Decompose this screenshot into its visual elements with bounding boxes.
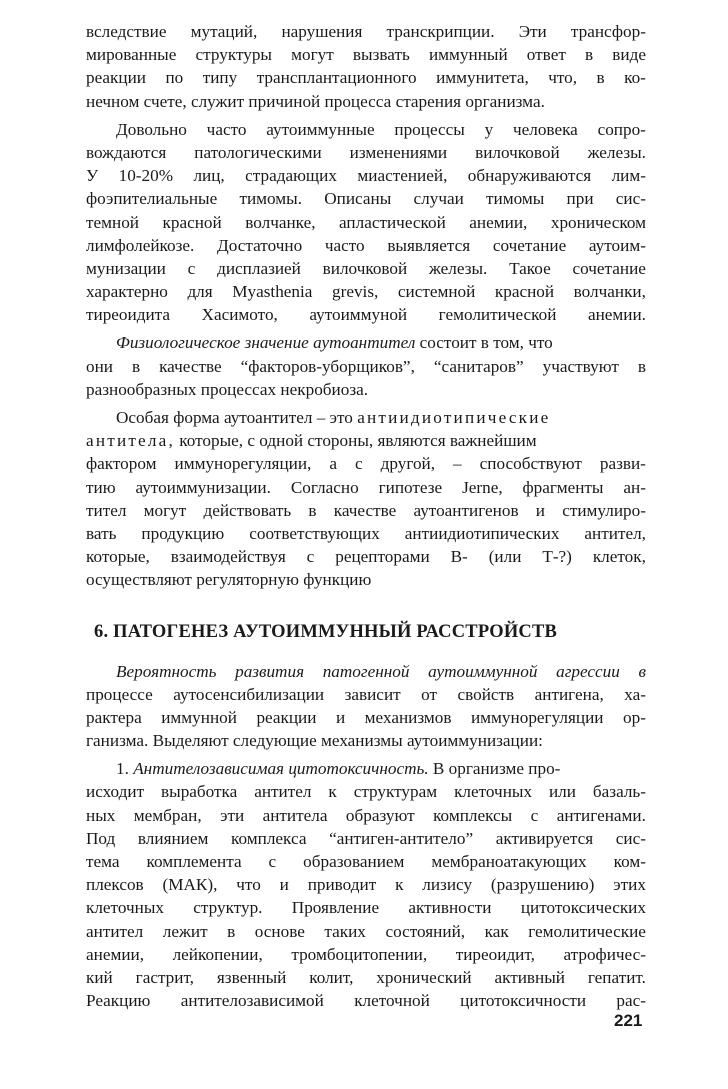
text-line: клеточных структур. Проявление активности цитотоксических	[86, 898, 646, 918]
text-line: характерно для Myasthenia grevis, системной красной волчанки,	[86, 282, 646, 302]
text-line: фоэпителиальные тимомы. Описаны случаи тимомы при сис-	[86, 189, 646, 209]
text-line: реакции по типу трансплантационного иммунитета, что, в ко-	[86, 68, 646, 88]
spaced-term: антиидиотипические	[357, 408, 551, 427]
text-line: фактором иммунорегуляции, а с другой, – способствуют разви-	[86, 454, 646, 474]
text-line	[86, 757, 646, 780]
text-line: рактера иммунной реакции и механизмов иммунорегуляции ор-	[86, 707, 646, 727]
text-run: состоит в том, что	[419, 333, 553, 353]
text-line: они в качестве “факторов-уборщиков”, “санитаров” участвуют в	[86, 356, 646, 376]
paragraph-mutations	[86, 20, 646, 113]
text-line: вать продукцию соответствующих антиидиотипических антител,	[86, 523, 646, 543]
paragraph-physiological-role	[86, 331, 646, 401]
text-line: Под влиянием комплекса “антиген-антитело” активируется сис-	[86, 828, 646, 848]
text-line: плексов (МАК), что и приводит к лизису (разрушению) этих	[86, 875, 646, 895]
text-line: Реакцию антителозависимой клеточной цитотоксичности рас-	[86, 991, 646, 1011]
section-heading: 6. ПАТОГЕНЕЗ АУТОИММУННЫЙ РАССТРОЙСТВ	[94, 621, 558, 642]
list-number: 1.	[116, 759, 129, 779]
text-line: тема комплемента с образованием мембраноатакующих ком-	[86, 852, 646, 871]
text-line: темной красной волчанке, апластической анемии, хроническом	[86, 212, 646, 232]
paragraph-antibody-cytotoxicity	[86, 757, 646, 1012]
text-line: процессе аутосенсибилизации зависит от свойств антигена, ха-	[86, 684, 646, 704]
paragraph-thymus	[86, 118, 646, 327]
text-run: которые, с одной стороны, являются важнейшим	[179, 431, 537, 451]
text-line: Довольно часто аутоиммунные процессы у человека сопро-	[116, 119, 646, 139]
text-line: лимфолейкозе. Достаточно часто выявляется сочетание аутоим-	[86, 235, 646, 255]
text-line: анемии, лейкопении, тромбоцитопении, тиреоидит, атрофичес-	[86, 944, 646, 964]
page-number: 221	[614, 1011, 643, 1030]
text-line: тител могут действовать в качестве аутоантигенов и стимулиро-	[86, 500, 646, 520]
paragraph-pathogenesis-intro	[86, 660, 646, 753]
text-line: вследствие мутаций, нарушения транскрипции. Эти трансфор-	[86, 22, 646, 41]
text-line: мированные структуры могут вызвать иммунный ответ в виде	[86, 45, 646, 65]
text-line: нечном счете, служит причиной процесса старения организма.	[86, 91, 545, 111]
text-line: которые, взаимодействуя с рецепторами В- (или Т-?) клеток,	[86, 547, 646, 567]
text-line: вождаются патологическими изменениями вилочковой железы.	[86, 142, 646, 162]
text-line: тию аутоиммунизации. Согласно гипотезе Jerne, фрагменты ан-	[86, 477, 646, 497]
book-page	[86, 20, 646, 1012]
spaced-term: антитела,	[86, 431, 175, 451]
text-line: ных мембран, эти антитела образуют комплексы с антигенами.	[86, 805, 646, 825]
text-line	[86, 429, 646, 452]
text-line: мунизации с дисплазией вилочковой железы. Такое сочетание	[86, 258, 646, 278]
text-line: исходит выработка антител к структурам клеточных или базаль-	[86, 782, 646, 802]
text-line: кий гастрит, язвенный колит, хронический активный гепатит.	[86, 967, 646, 987]
italic-term: Физиологическое значение аутоантител	[116, 333, 416, 353]
text-run: Особая форма аутоантител – это	[116, 408, 353, 427]
text-line: ганизма. Выделяют следующие механизмы аутоиммунизации:	[86, 731, 543, 751]
paragraph-anti-idiotypic	[86, 406, 646, 592]
text-line	[86, 331, 646, 354]
italic-term: Антителозависимая цитотоксичность.	[133, 759, 429, 779]
text-line: антител лежит в основе таких состояний, как гемолитические	[86, 921, 646, 941]
text-line: осуществляют регуляторную функцию	[86, 570, 372, 590]
text-line: тиреоидита Хасимото, аутоиммуной гемолитической анемии.	[86, 305, 646, 325]
text-line: У 10-20% лиц, страдающих миастенией, обнаруживаются лим-	[86, 166, 646, 186]
text-line: разнообразных процессах некробиоза.	[86, 379, 369, 399]
text-line	[86, 406, 646, 429]
text-run: В организме про-	[432, 759, 561, 779]
text-line: Вероятность развития патогенной аутоиммунной агрессии в	[116, 661, 646, 681]
